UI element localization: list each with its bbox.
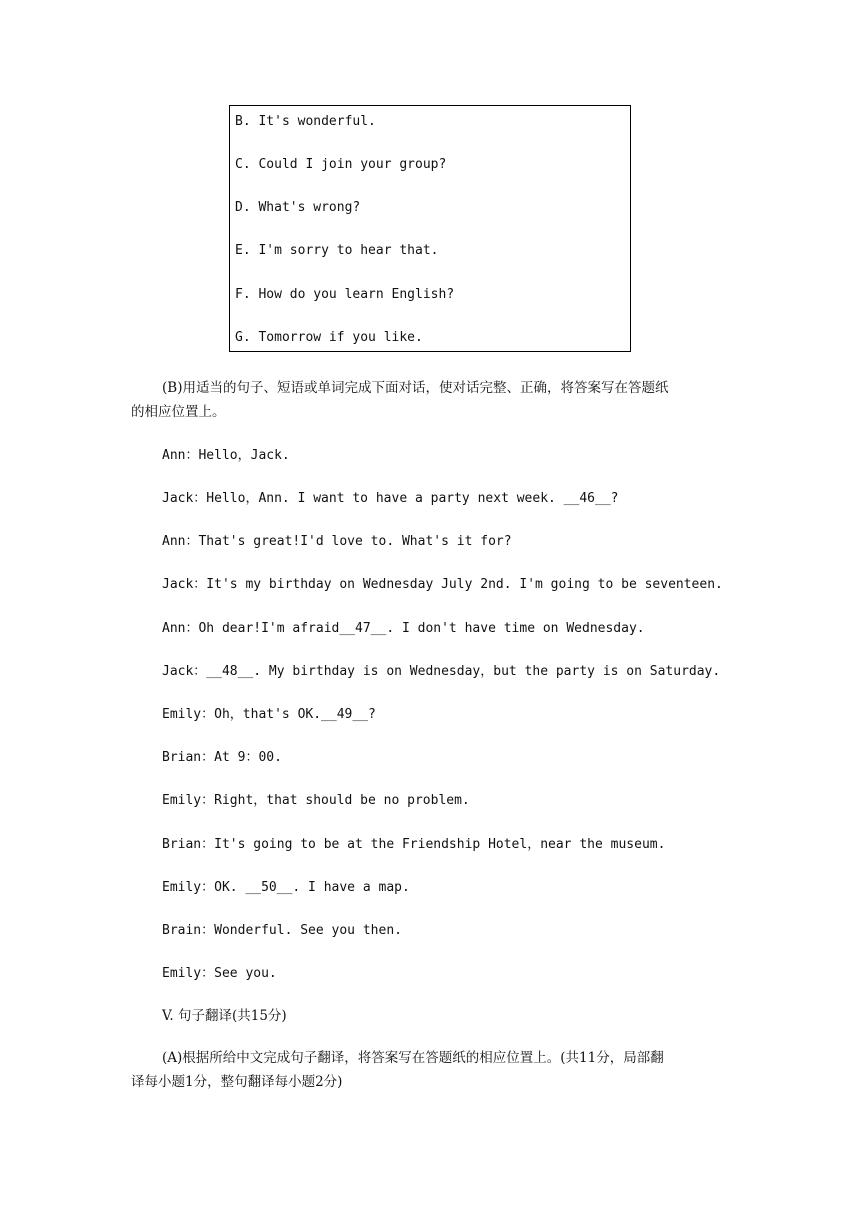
option-e: E. I'm sorry to hear that. bbox=[235, 243, 439, 258]
dialogue-line-11: Emily：OK. __50__. I have a map. bbox=[162, 880, 410, 895]
section-b-instruction-line2: 的相应位置上。 bbox=[131, 404, 226, 420]
dialogue-line-12: Brain：Wonderful. See you then. bbox=[162, 923, 402, 938]
section-b-instruction-line1: (B)用适当的句子、短语或单词完成下面对话，使对话完整、正确，将答案写在答题纸 bbox=[162, 380, 669, 396]
option-f: F. How do you learn English? bbox=[235, 287, 455, 302]
dialogue-line-2: Jack：Hello，Ann. I want to have a party next week. __46__? bbox=[162, 491, 619, 506]
section-v-title: V. 句子翻译(共15分) bbox=[162, 1008, 287, 1024]
dialogue-line-4: Jack：It's my birthday on Wednesday July 2nd. I'm going to be seventeen. bbox=[162, 577, 723, 592]
option-b: B. It's wonderful. bbox=[235, 114, 376, 129]
dialogue-line-10: Brian：It's going to be at the Friendship Hotel，near the museum. bbox=[162, 837, 666, 852]
dialogue-line-1: Ann：Hello，Jack. bbox=[162, 448, 290, 463]
dialogue-line-7: Emily：Oh，that's OK.__49__? bbox=[162, 707, 376, 722]
section-v-instruction-line1: (A)根据所给中文完成句子翻译，将答案写在答题纸的相应位置上。(共11分，局部翻 bbox=[162, 1050, 664, 1066]
dialogue-line-9: Emily：Right，that should be no problem. bbox=[162, 793, 470, 808]
dialogue-line-13: Emily：See you. bbox=[162, 966, 277, 981]
section-v-instruction-line2: 译每小题1分，整句翻译每小题2分) bbox=[131, 1074, 343, 1090]
dialogue-line-6: Jack：__48__. My birthday is on Wednesday，but the party is on Saturday. bbox=[162, 664, 721, 679]
option-c: C. Could I join your group? bbox=[235, 157, 447, 172]
answer-options-box bbox=[229, 105, 631, 352]
dialogue-line-5: Ann：Oh dear!I'm afraid__47__. I don't have time on Wednesday. bbox=[162, 621, 645, 636]
option-g: G. Tomorrow if you like. bbox=[235, 330, 423, 345]
dialogue-line-3: Ann：That's great!I'd love to. What's it for? bbox=[162, 534, 512, 549]
dialogue-line-8: Brian：At 9：00. bbox=[162, 750, 282, 765]
option-d: D. What's wrong? bbox=[235, 200, 361, 215]
